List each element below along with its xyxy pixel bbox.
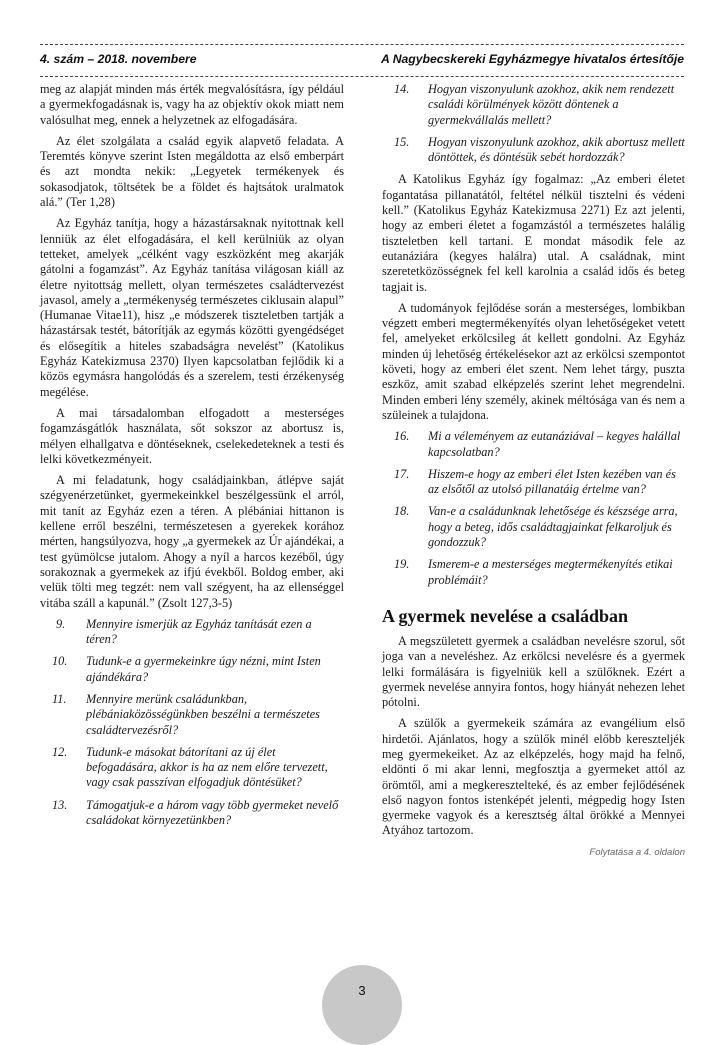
issue-label: 4. szám – 2018. novembere xyxy=(40,52,197,66)
paragraph: A mi feladatunk, hogy családjainkban, átlépve saját szégyenérzetünket, gyermekeinkkel beszélgessünk el arról, mit tanít az Egyház ezen a téren. A plébániai hittanon is kellene erről beszélni, természetesen a gyerekek korához mérten, hangsúlyozva, hogy „a gyermekek az Úr ajándékai, a test gyümölcse jutalom. Ahogy a nyíl a harcos kezéből, úgy sorakoznak a gyermekek az ifjú évekből. Boldog ember, aki velük tölti meg tegzét: nem vall szégyent, ha az ellenséggel vitába száll a kapunál.” (Zsolt 127,3-5) xyxy=(40,473,344,610)
right-column xyxy=(382,82,685,860)
question-item xyxy=(40,745,344,791)
question-text: Hogyan viszonyulunk azokhoz, akik abortusz mellett döntöttek, és döntésük sebét hordozzák? xyxy=(428,134,685,165)
running-header xyxy=(40,52,684,70)
question-item xyxy=(382,557,685,588)
question-item xyxy=(382,82,685,128)
question-number: 19. xyxy=(394,557,410,572)
page-number-badge xyxy=(322,965,402,1045)
question-item xyxy=(382,504,685,550)
question-text: Támogatjuk-e a három vagy több gyermeket nevelő családokat környezetünkben? xyxy=(86,797,339,828)
question-item xyxy=(40,617,344,648)
paragraph: Az élet szolgálata a család egyik alapvető feladata. A Teremtés könyve szerint Isten megáldotta az első emberpárt és azt mondta nekik: „Legyetek termékenyek és sokasodjatok, töltsétek be a földet és hajtsátok uralmatok alá.” (Ter 1,28) xyxy=(40,133,344,210)
question-text: Mennyire merünk családunkban, plébániaközösségünkben beszélni a természetes családtervezésről? xyxy=(86,691,320,737)
question-item xyxy=(382,429,685,460)
question-item xyxy=(382,467,685,498)
paragraph: A szülők a gyermekeik számára az evangélium első hirdetői. Ajánlatos, hogy a szülők minél előbb kereszteljék meg gyermekeiket. Az az elképzelés, hogy majd ha felnő, eldönti ő mi akar lenni, megfosztja a gyermeket attól az örömtől, ami a megkeresztelteké, és az ember fejlődésének első nagyon fontos istenképét jelenti, mégpedig hogy Isten gyermeke vagyok és a keresztség által örökké a Mennyei Atyához tartozom. xyxy=(382,716,685,838)
publication-title: A Nagybecskereki Egyházmegye hivatalos értesítője xyxy=(380,52,684,66)
question-text: Tudunk-e másokat bátorítani az új élet befogadására, akkor is ha az nem előre tervezett, vagy csak passzívan elfogadjuk döntésüket? xyxy=(86,744,328,790)
question-number: 12. xyxy=(52,744,68,759)
left-column xyxy=(40,82,344,835)
question-number: 14. xyxy=(394,82,410,96)
question-text: Mennyire ismerjük az Egyház tanítását ezen a téren? xyxy=(86,616,312,647)
question-number: 18. xyxy=(394,504,410,519)
continued-note: Folytatása a 4. oldalon xyxy=(589,846,685,858)
question-number: 13. xyxy=(52,797,68,812)
paragraph: A mai társadalomban elfogadott a mesterséges fogamzásgátlók használata, sőt sokszor az abortusz is, mélyen elhallgatva e döntéseknek, cselekedeteknek a testi és lelki következményeit. xyxy=(40,405,344,466)
page-number: 3 xyxy=(358,983,366,998)
question-text: Tudunk-e a gyermekeinkre úgy nézni, mint Isten ajándékára? xyxy=(86,654,321,684)
question-number: 11. xyxy=(52,691,67,706)
header-top-rule xyxy=(40,44,684,45)
paragraph: A tudományok fejlődése során a mesterséges, lombikban végzett emberi megtermékenyítés olyan lehetőségeket vetett fel, amelyeket erkölcsileg át kellett gondolni. Az Egyház minden új lehetőség értékelésekor azt az erkölcsi szempontot követi, hogy az emberi élet szent. Nem lehet tárgy, puszta eszköz, amit szabad elképzelés szerint lehet megrendelni. Minden emberi lény személy, akinek méltósága van és nem a szüleinek a tulajdona. xyxy=(382,300,685,422)
question-item xyxy=(40,692,344,738)
question-text: Van-e a családunknak lehetősége és készsége arra, hogy a beteg, idős családtagjainkat felkaroljuk és gondozzuk? xyxy=(428,504,678,550)
question-number: 15. xyxy=(394,134,410,149)
paragraph: A megszületett gyermek a családban nevelésre szorul, sőt joga van a neveléshez. Az erkölcsi nevelésre és a gyermek lelki formálására is figyelniük kell a szülőknek. Ezért a gyermek nevelése annyira fontos, hogy hiányát nehezen lehet pótolni. xyxy=(382,633,685,710)
question-number: 9. xyxy=(56,616,66,631)
section-heading: A gyermek nevelése a családban xyxy=(382,605,628,626)
question-text: Ismerem-e a mesterséges megtermékenyítés etikai problémáit? xyxy=(428,557,673,587)
question-text: Hiszem-e hogy az emberi élet Isten kezében van és az elsőtől az utolsó pillanatáig értelme van? xyxy=(428,466,676,497)
question-text: Hogyan viszonyulunk azokhoz, akik nem rendezett családi körülmények között döntenek a gyermekvállalás mellett? xyxy=(428,82,675,127)
question-text: Mi a véleményem az eutanáziával – kegyes halállal kapcsolatban? xyxy=(428,429,681,459)
header-bottom-rule xyxy=(40,76,684,77)
question-item xyxy=(40,654,344,685)
paragraph: Az Egyház tanítja, hogy a házastársaknak nyitottnak kell lenniük az élet elfogadására, el kell kerülniük az olyan tetteket, amelyek „célként vagy eszközként meg akarják gátolni a fogamzást”. Az Egyház tanítása világosan kiáll az életre nyitottság mellett, olyan természetes családtervezést javasol, amely a „termékenység természetes ciklusain alapul” (Humanae Vitae11), hisz „e módszerek tiszteletben tartják a házastársak testét, bátorítják az egymás közötti gyengédséget és elősegítik a hiteles szabadságra nevelést” (Katolikus Egyház Katekizmusa 2370) Ilyen kapcsolatban fejlődik ki a közös egymásra hangolódás és a szerelem, testi érzékenység megélése. xyxy=(40,216,344,399)
question-number: 16. xyxy=(394,429,410,444)
question-item xyxy=(382,135,685,166)
question-item xyxy=(40,798,344,829)
paragraph: A Katolikus Egyház így fogalmaz: „Az emberi életet fogantatása pillanatától, feltétel nélkül tisztelni és védeni kell.” (Katolikus Egyház Katekizmusa 2271) Ez azt jelenti, hogy az emberi életet a fogamzástól a természetes halálig tiszteletben kell tartani. E mondat második fele az eutanáziára (kegyes halálra) utal. A családnak, mint szeretetközösségnek fel kell karolnia a család idős és beteg tagjait is. xyxy=(382,172,685,294)
question-number: 10. xyxy=(52,654,68,669)
paragraph: meg az alapját minden más érték megvalósításra, így például a gyermekfogadásnak is, vagy ha az objektív okok miatt nem valósulhat meg, ennek a helyzetnek az elfogadására. xyxy=(40,82,344,127)
question-number: 17. xyxy=(394,466,410,481)
